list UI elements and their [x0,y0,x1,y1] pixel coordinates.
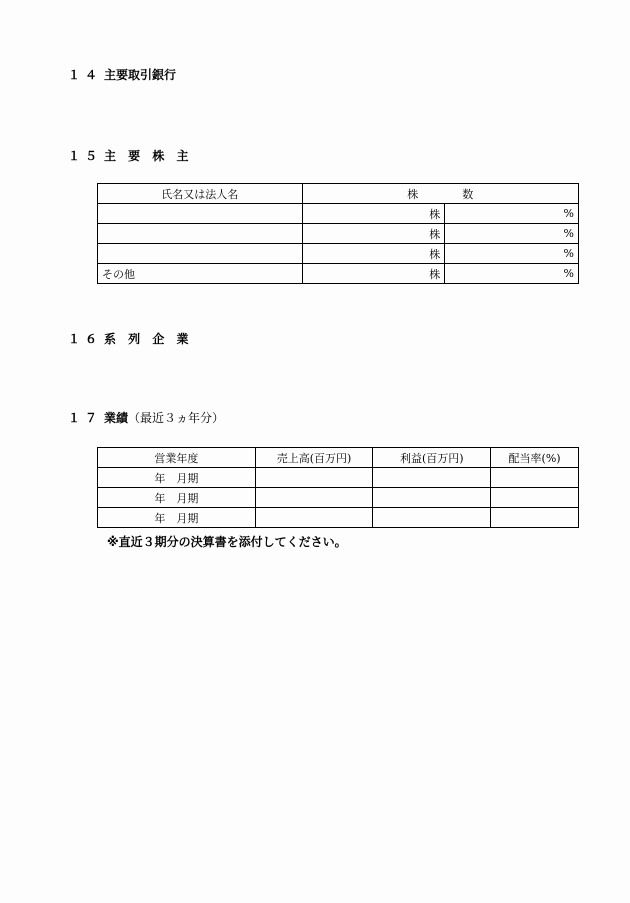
table-row [98,244,579,264]
shareholder-name-cell[interactable] [98,204,303,224]
section-title: 業績 [104,411,129,425]
header-dividend: 配当率(%) [491,448,579,468]
header-profit: 利益(百万円) [373,448,491,468]
section-number: １４ [68,68,103,82]
header-shares: 株 数 [302,184,578,204]
period-cell[interactable]: 年 月期 [98,468,256,488]
table-row [98,204,579,224]
period-cell[interactable]: 年 月期 [98,488,256,508]
shareholder-name-cell[interactable] [98,244,303,264]
header-sales: 売上高(百万円) [255,448,373,468]
section-16-heading [68,330,193,347]
shares-cell[interactable]: 株 [302,224,445,244]
dividend-cell[interactable] [491,468,579,488]
section-number: １６ [68,332,103,346]
section-14-heading [68,66,176,83]
attachment-note: ※直近３期分の決算書を添付してください。 [107,535,347,549]
dividend-cell[interactable] [491,508,579,528]
table-row [98,224,579,244]
shareholder-name-cell[interactable]: その他 [98,264,303,284]
sales-cell[interactable] [255,488,373,508]
dividend-cell[interactable] [491,488,579,508]
section-number: １５ [68,149,103,163]
percent-cell[interactable]: % [445,264,579,284]
section-title: 主 要 株 主 [104,149,193,163]
period-cell[interactable]: 年 月期 [98,508,256,528]
shareholders-table [97,183,579,284]
section-number: １７ [68,411,103,425]
shares-cell[interactable]: 株 [302,264,445,284]
table-header-row [98,184,579,204]
section-15-heading [68,147,193,164]
results-table [97,447,579,528]
header-fiscal-year: 営業年度 [98,448,256,468]
profit-cell[interactable] [373,508,491,528]
percent-cell[interactable]: % [445,224,579,244]
section-subtitle: （最近３ヵ年分） [128,411,225,425]
shares-cell[interactable]: 株 [302,204,445,224]
shareholder-name-cell[interactable] [98,224,303,244]
header-name: 氏名又は法人名 [98,184,303,204]
section-title: 系 列 企 業 [104,332,193,346]
profit-cell[interactable] [373,468,491,488]
percent-cell[interactable]: % [445,204,579,224]
table-header-row [98,448,579,468]
percent-cell[interactable]: % [445,244,579,264]
table-row [98,508,579,528]
table-row [98,264,579,284]
sales-cell[interactable] [255,508,373,528]
table-row [98,488,579,508]
section-17-heading [68,409,224,426]
sales-cell[interactable] [255,468,373,488]
section-title: 主要取引銀行 [104,68,177,82]
table-row [98,468,579,488]
shares-cell[interactable]: 株 [302,244,445,264]
profit-cell[interactable] [373,488,491,508]
